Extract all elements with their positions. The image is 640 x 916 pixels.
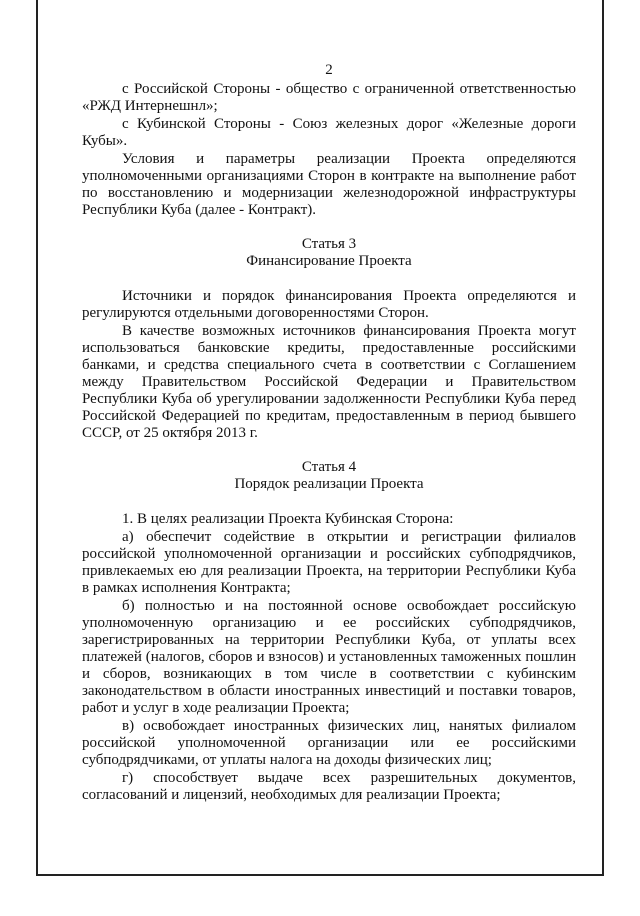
- page-border-right: [602, 0, 604, 876]
- article-3-number: Статья 3: [301, 236, 357, 252]
- article-4-item-b: б) полностью и на постоянной основе освобождает российскую уполномоченную организацию и ее российских субподрядчиков, зарегистрированных на территории Республики Куба, от уплаты всех платежей (налогов, сборов и взносов) и установленных таможенных пошлин и сборов, возникающих в том числе в соответствии с кубинским законодательством в области иностранных инвестиций и поставки товаров, работ и услуг в ходе реализации Проекта;: [82, 598, 576, 716]
- page-content: [82, 62, 576, 805]
- article-4-item-v: в) освобождает иностранных физических лиц, нанятых филиалом российской уполномоченной организации или ее российскими субподрядчиками, от уплаты налога на доходы физических лиц;: [82, 718, 576, 768]
- paragraph-cuban-party: с Кубинской Стороны - Союз железных дорог «Железные дороги Кубы».: [82, 116, 576, 149]
- article-3-title: Финансирование Проекта: [246, 253, 412, 269]
- page-number: 2: [325, 62, 333, 78]
- page-border-bottom: [36, 874, 604, 876]
- article-3-paragraph: Источники и порядок финансирования Проекта определяются и регулируются отдельными договоренностями Сторон.: [82, 288, 576, 321]
- article-3-paragraph: В качестве возможных источников финансирования Проекта могут использоваться банковские кредиты, предоставленные российскими банками, и средства специального счета в соответствии с Соглашением между Правительством Российской Федерации и Правительством Республики Куба об урегулировании задолженности Республики Куба перед Российской Федерацией по кредитам, предоставленным в период бывшего СССР, от 25 октября 2013 г.: [82, 323, 576, 441]
- article-4-title: Порядок реализации Проекта: [234, 476, 424, 492]
- paragraph-contract-conditions: Условия и параметры реализации Проекта определяются уполномоченными организациями Сторон в контракте на выполнение работ по восстановлению и модернизации железнодорожной инфраструктуры Республики Куба (далее - Контракт).: [82, 151, 576, 218]
- article-4-item-a: а) обеспечит содействие в открытии и регистрации филиалов российской уполномоченной организации и российских субподрядчиков, привлекаемых ею для реализации Проекта, на территории Республики Куба в рамках исполнения Контракта;: [82, 529, 576, 596]
- article-4-number: Статья 4: [301, 459, 357, 475]
- article-4-item-g: г) способствует выдаче всех разрешительных документов, согласований и лицензий, необходимых для реализации Проекта;: [82, 770, 576, 803]
- page-border-left: [36, 0, 38, 876]
- article-4-intro: 1. В целях реализации Проекта Кубинская Сторона:: [122, 511, 454, 527]
- paragraph-russian-party: с Российской Стороны - общество с ограниченной ответственностью «РЖД Интернешнл»;: [82, 81, 576, 114]
